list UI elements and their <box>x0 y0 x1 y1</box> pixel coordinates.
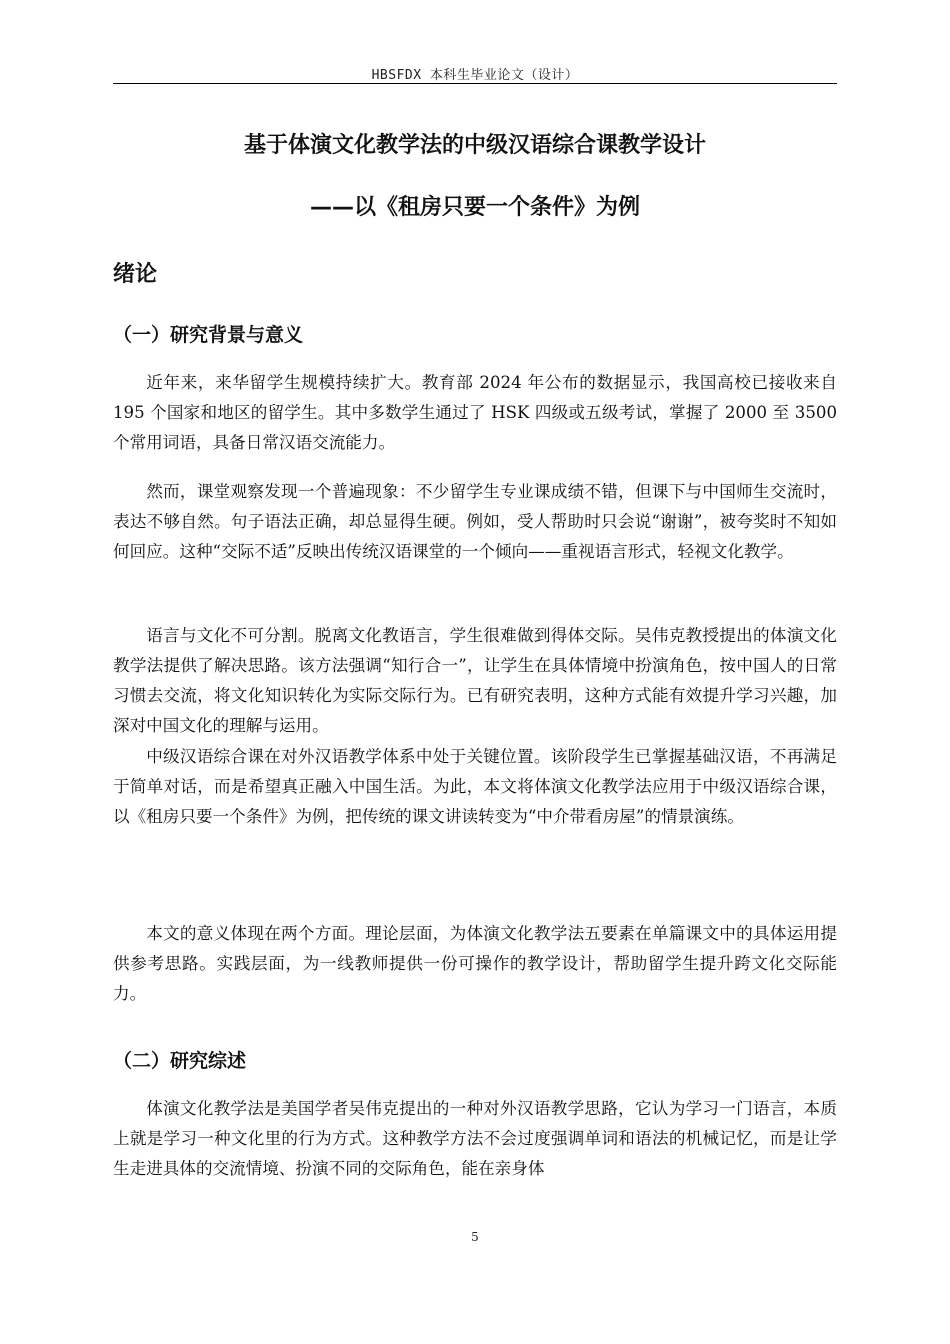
paragraph: 近年来，来华留学生规模持续扩大。教育部 2024 年公布的数据显示，我国高校已接收来自 195 个国家和地区的留学生。其中多数学生通过了 HSK 四级或五级考试，掌握了 2000 至 3500 个常用词语，具备日常汉语交流能力。 <box>113 373 837 452</box>
paragraph: 语言与文化不可分割。脱离文化教语言，学生很难做到得体交际。吴伟克教授提出的体演文化教学法提供了解决思路。该方法强调“知行合一”，让学生在具体情境中扮演角色，按中国人的日常习惯去交流，将文化知识转化为实际交际行为。已有研究表明，这种方式能有效提升学习兴趣，加深对中国文化的理解与运用。 <box>113 626 837 735</box>
paragraph: 本文的意义体现在两个方面。理论层面，为体演文化教学法五要素在单篇课文中的具体运用提供参考思路。实践层面，为一线教师提供一份可操作的教学设计，帮助留学生提升跨文化交际能力。 <box>113 924 837 1003</box>
page-number: 5 <box>471 1230 479 1244</box>
thesis-title: 基于体演文化教学法的中级汉语综合课教学设计 <box>243 133 706 158</box>
header-rule <box>113 83 837 84</box>
paragraph: 中级汉语综合课在对外汉语教学体系中处于关键位置。该阶段学生已掌握基础汉语，不再满足于简单对话，而是希望真正融入中国生活。为此，本文将体演文化教学法应用于中级汉语综合课，以《租房只要一个条件》为例，把传统的课文讲读转变为“中介带看房屋”的情景演练。 <box>113 747 837 826</box>
section-heading-background: （一）研究背景与意义 <box>113 324 304 346</box>
section-heading-review: （二）研究综述 <box>113 1050 247 1072</box>
running-header: HBSFDX 本科生毕业论文（设计） <box>371 68 579 83</box>
paragraph: 然而，课堂观察发现一个普遍现象：不少留学生专业课成绩不错，但课下与中国师生交流时，表达不够自然。句子语法正确，却总显得生硬。例如，受人帮助时只会说“谢谢”，被夸奖时不知如何回应。这种“交际不适”反映出传统汉语课堂的一个倾向——重视语言形式，轻视文化教学。 <box>113 482 837 561</box>
chapter-heading: 绪论 <box>113 262 158 287</box>
thesis-subtitle: ——以《租房只要一个条件》为例 <box>309 195 640 220</box>
paragraph: 体演文化教学法是美国学者吴伟克提出的一种对外汉语教学思路，它认为学习一门语言，本质上就是学习一种文化里的行为方式。这种教学方法不会过度强调单词和语法的机械记忆，而是让学生走进具体的交流情境、扮演不同的交际角色，能在亲身体 <box>113 1099 837 1178</box>
